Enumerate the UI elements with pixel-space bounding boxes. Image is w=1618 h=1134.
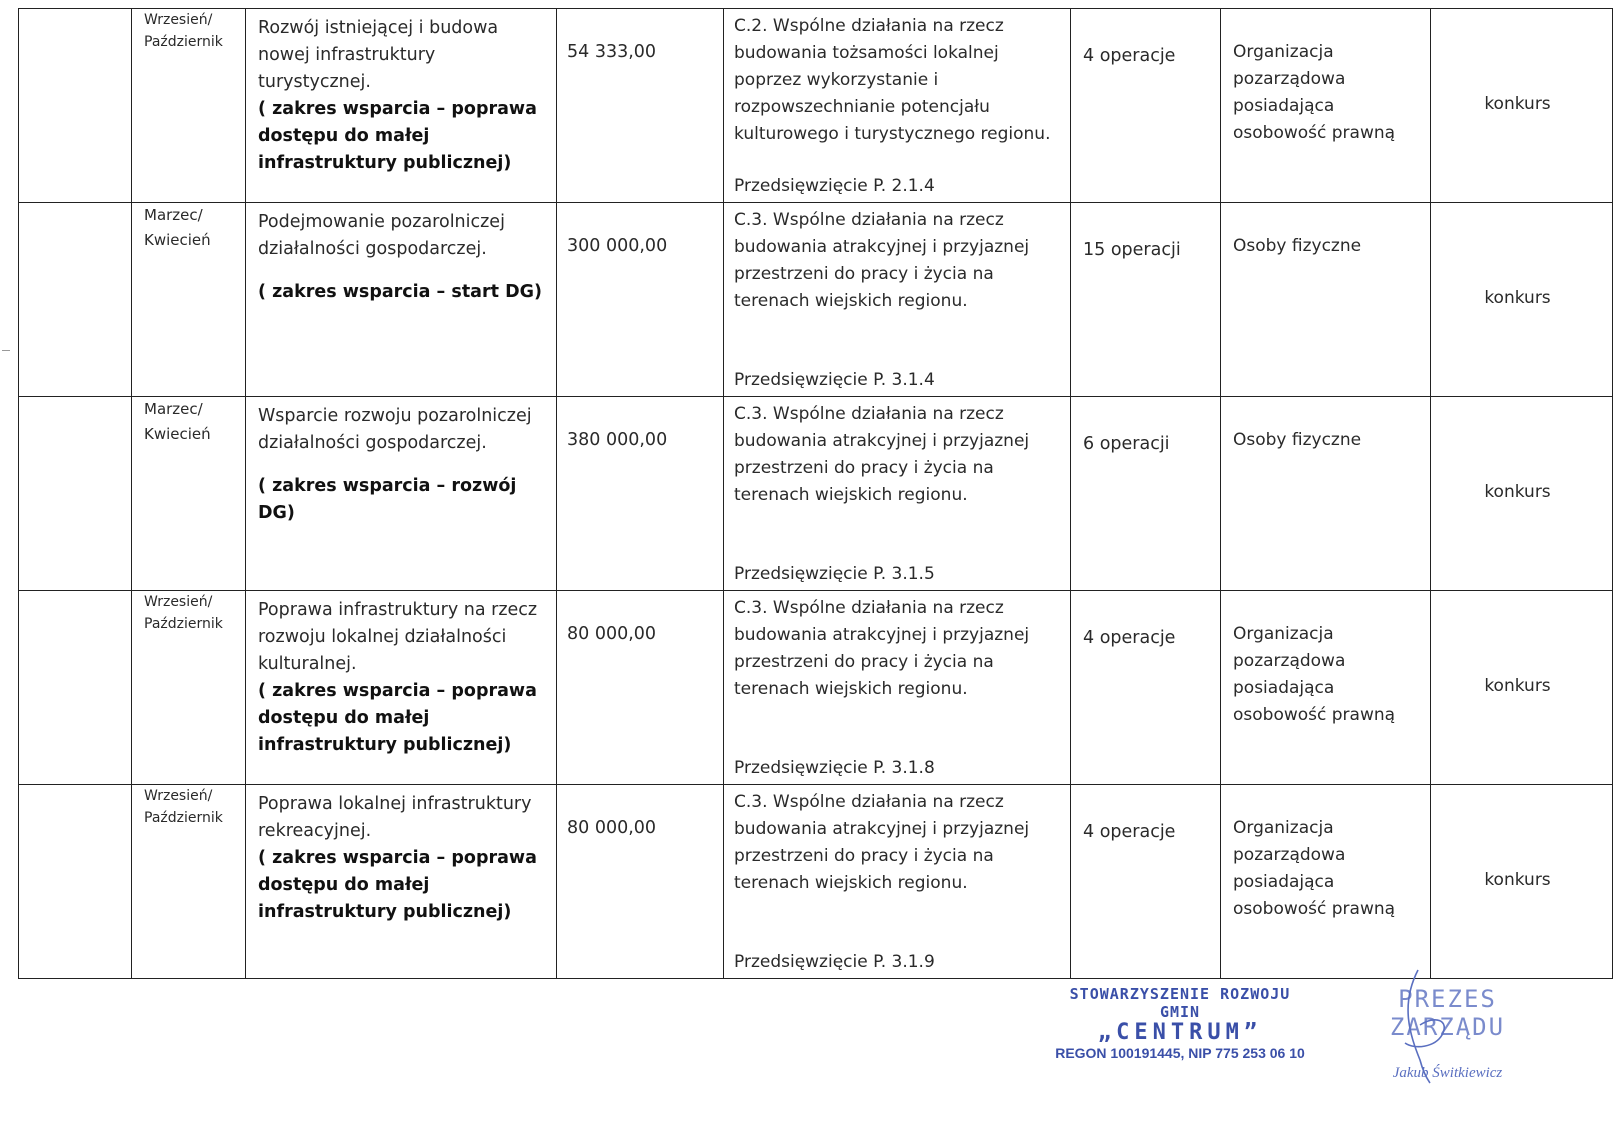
scope-cell — [246, 397, 557, 591]
president-signature — [1350, 985, 1545, 1082]
table-row — [19, 203, 1613, 397]
scope-cell — [246, 785, 557, 979]
term-cell — [132, 397, 246, 591]
amount-value: 380 000,00 — [567, 430, 668, 450]
scope-cell — [246, 9, 557, 203]
blank-cell — [19, 591, 132, 785]
goal-cell — [724, 591, 1071, 785]
goal-cell — [724, 397, 1071, 591]
operation-description: Poprawa lokalnej infrastruktury rekreacyjnej. — [258, 794, 532, 841]
beneficiary-cell — [1221, 785, 1431, 979]
goal-text: C.3. Wspólne działania na rzecz budowania atrakcyjnej i przyjaznej przestrzeni do pracy i życia na terenach wiejskich regionu. — [734, 792, 1030, 893]
operation-description: Podejmowanie pozarolniczej działalności gospodarczej. — [258, 212, 505, 259]
venture-text: Przedsięwzięcie P. 3.1.4 — [734, 370, 935, 390]
beneficiary-text: Organizacja pozarządowa posiadająca osobowość prawną — [1233, 42, 1396, 143]
call-schedule-table — [18, 8, 1613, 979]
venture-text: Przedsięwzięcie P. 2.1.4 — [734, 176, 935, 196]
selection-mode: konkurs — [1484, 288, 1551, 308]
goal-cell — [724, 785, 1071, 979]
operations-count: 4 operacje — [1083, 628, 1176, 648]
mode-cell — [1431, 785, 1613, 979]
operations-count: 4 operacje — [1083, 46, 1176, 66]
support-scope: ( zakres wsparcia – poprawa dostępu do małej infrastruktury publicznej) — [258, 848, 537, 922]
margin-mark — [2, 350, 10, 351]
blank-cell — [19, 785, 132, 979]
amount-cell — [557, 9, 724, 203]
term-text: Marzec/ Kwiecień — [144, 206, 211, 249]
goal-text: C.2. Wspólne działania na rzecz budowania tożsamości lokalnej poprzez wykorzystanie i rozpowszechnianie potencjału kulturowego i turystycznego regionu. — [734, 16, 1051, 144]
beneficiary-cell — [1221, 203, 1431, 397]
stamp-line-2: „CENTRUM” — [1097, 1020, 1263, 1045]
term-cell — [132, 9, 246, 203]
beneficiary-text: Osoby fizyczne — [1233, 430, 1362, 450]
blank-cell — [19, 397, 132, 591]
mode-cell — [1431, 203, 1613, 397]
beneficiary-cell — [1221, 591, 1431, 785]
support-scope: ( zakres wsparcia – poprawa dostępu do małej infrastruktury publicznej) — [258, 99, 537, 173]
operations-cell — [1071, 203, 1221, 397]
amount-cell — [557, 397, 724, 591]
amount-cell — [557, 203, 724, 397]
signature-name: Jakub Świtkiewicz — [1392, 1065, 1503, 1081]
venture-text: Przedsięwzięcie P. 3.1.8 — [734, 758, 935, 778]
amount-value: 80 000,00 — [567, 818, 657, 838]
mode-cell — [1431, 9, 1613, 203]
operations-count: 4 operacje — [1083, 822, 1176, 842]
signature-title: PREZES ZARZĄDU — [1389, 985, 1506, 1041]
beneficiary-text: Organizacja pozarządowa posiadająca osobowość prawną — [1233, 818, 1396, 919]
stamp-line-3: REGON 100191445, NIP 775 253 06 10 — [1055, 1045, 1305, 1061]
table-row — [19, 785, 1613, 979]
beneficiary-cell — [1221, 9, 1431, 203]
amount-value: 54 333,00 — [567, 42, 657, 62]
selection-mode: konkurs — [1484, 94, 1551, 114]
term-text: Wrzesień/ Październik — [144, 12, 223, 50]
goal-text: C.3. Wspólne działania na rzecz budowania atrakcyjnej i przyjaznej przestrzeni do pracy i życia na terenach wiejskich regionu. — [734, 598, 1030, 699]
operations-cell — [1071, 591, 1221, 785]
mode-cell — [1431, 591, 1613, 785]
selection-mode: konkurs — [1484, 676, 1551, 696]
venture-text: Przedsięwzięcie P. 3.1.9 — [734, 952, 935, 972]
term-cell — [132, 785, 246, 979]
operations-cell — [1071, 9, 1221, 203]
beneficiary-text: Organizacja pozarządowa posiadająca osobowość prawną — [1233, 624, 1396, 725]
mode-cell — [1431, 397, 1613, 591]
amount-value: 80 000,00 — [567, 624, 657, 644]
selection-mode: konkurs — [1484, 870, 1551, 890]
operations-count: 6 operacji — [1083, 434, 1170, 454]
goal-text: C.3. Wspólne działania na rzecz budowania atrakcyjnej i przyjaznej przestrzeni do pracy i życia na terenach wiejskich regionu. — [734, 210, 1030, 311]
blank-cell — [19, 9, 132, 203]
support-scope: ( zakres wsparcia – poprawa dostępu do małej infrastruktury publicznej) — [258, 681, 537, 755]
venture-text: Przedsięwzięcie P. 3.1.5 — [734, 564, 935, 584]
goal-text: C.3. Wspólne działania na rzecz budowania atrakcyjnej i przyjaznej przestrzeni do pracy i życia na terenach wiejskich regionu. — [734, 404, 1030, 505]
goal-cell — [724, 9, 1071, 203]
operation-description: Rozwój istniejącej i budowa nowej infrastruktury turystycznej. — [258, 18, 499, 92]
beneficiary-cell — [1221, 397, 1431, 591]
operation-description: Wsparcie rozwoju pozarolniczej działalności gospodarczej. — [258, 406, 532, 453]
goal-cell — [724, 203, 1071, 397]
table-row — [19, 591, 1613, 785]
term-text: Marzec/ Kwiecień — [144, 400, 211, 443]
blank-cell — [19, 203, 132, 397]
operations-cell — [1071, 785, 1221, 979]
operations-cell — [1071, 397, 1221, 591]
beneficiary-text: Osoby fizyczne — [1233, 236, 1362, 256]
term-cell — [132, 203, 246, 397]
operations-count: 15 operacji — [1083, 240, 1181, 260]
selection-mode: konkurs — [1484, 482, 1551, 502]
support-scope: ( zakres wsparcia – rozwój DG) — [258, 476, 517, 523]
amount-value: 300 000,00 — [567, 236, 668, 256]
term-cell — [132, 591, 246, 785]
scope-cell — [246, 203, 557, 397]
stamp-line-1: STOWARZYSZENIE ROZWOJU GMIN — [1069, 985, 1291, 1021]
amount-cell — [557, 785, 724, 979]
term-text: Wrzesień/ Październik — [144, 594, 223, 632]
table-row — [19, 397, 1613, 591]
operation-description: Poprawa infrastruktury na rzecz rozwoju lokalnej działalności kulturalnej. — [258, 600, 538, 674]
term-text: Wrzesień/ Październik — [144, 788, 223, 826]
support-scope: ( zakres wsparcia – start DG) — [258, 282, 542, 302]
association-stamp — [1045, 985, 1315, 1061]
amount-cell — [557, 591, 724, 785]
scope-cell — [246, 591, 557, 785]
table-row — [19, 9, 1613, 203]
